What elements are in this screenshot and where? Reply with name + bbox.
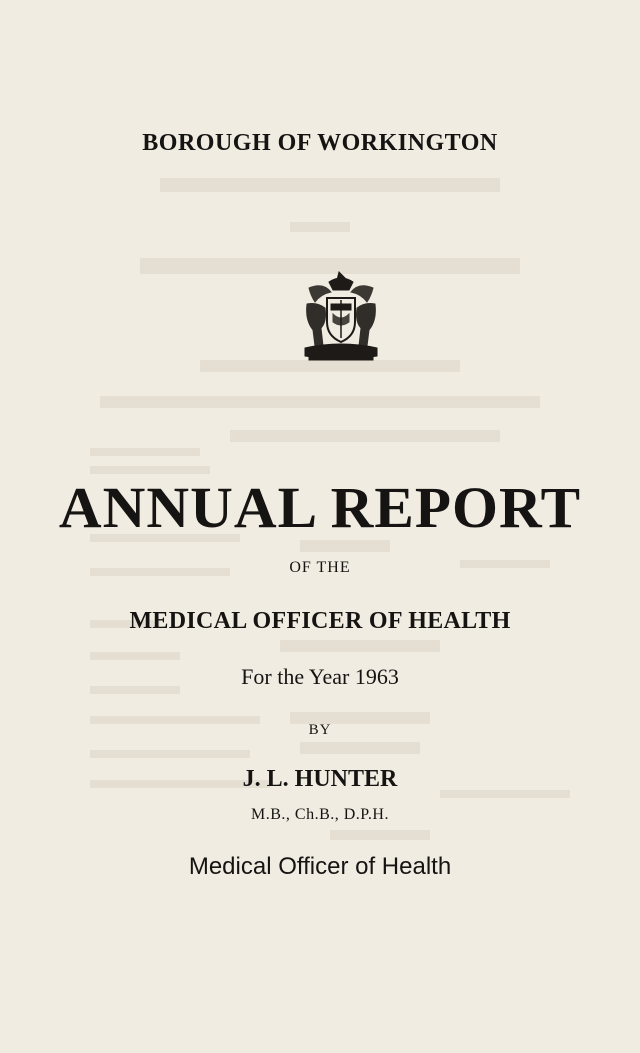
report-title: ANNUAL REPORT <box>58 475 582 540</box>
author-name: J. L. HUNTER <box>242 766 398 792</box>
author-role: Medical Officer of Health <box>188 853 452 880</box>
by-text: BY <box>308 722 332 738</box>
borough-coat-of-arms-icon <box>299 268 383 364</box>
of-the-text: OF THE <box>289 559 351 576</box>
report-subject: MEDICAL OFFICER OF HEALTH <box>129 608 511 634</box>
author-qualifications: M.B., Ch.B., D.P.H. <box>251 806 389 823</box>
report-year: For the Year 1963 <box>241 664 399 689</box>
borough-heading: BOROUGH OF WORKINGTON <box>142 130 498 156</box>
